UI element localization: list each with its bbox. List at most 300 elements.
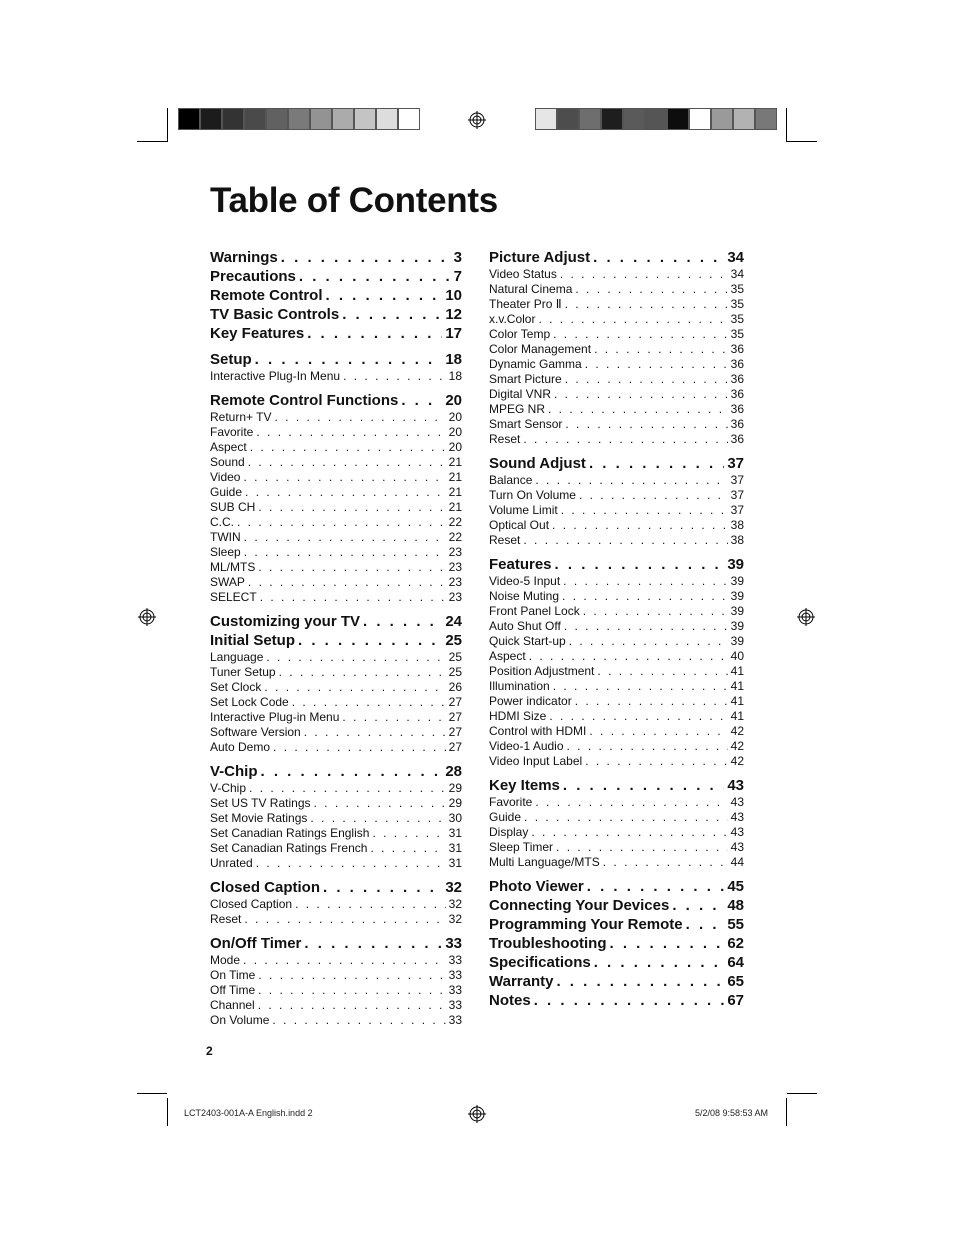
toc-sub-entry[interactable] [210, 968, 462, 983]
toc-entry-label: Balance [489, 473, 533, 487]
dot-leader [248, 575, 446, 590]
toc-sub-entry[interactable] [489, 589, 744, 604]
toc-sub-entry[interactable] [210, 811, 462, 826]
toc-sub-entry[interactable] [210, 1013, 462, 1028]
toc-section [210, 934, 462, 1028]
toc-entry-label: Key Items [489, 777, 560, 794]
toc-sub-entry[interactable] [210, 515, 462, 530]
toc-entry-label: Set US TV Ratings [210, 796, 311, 810]
toc-sub-entry[interactable] [210, 953, 462, 968]
toc-entry-label: Off Time [210, 983, 256, 997]
toc-sub-entry[interactable] [489, 372, 744, 387]
dot-leader [583, 604, 728, 619]
toc-entry-page: 36 [730, 372, 744, 386]
toc-entry-page: 38 [730, 518, 744, 532]
toc-entry-page: 22 [448, 530, 462, 544]
dot-leader [244, 912, 445, 927]
dot-leader [548, 402, 728, 417]
toc-entry-label: Tuner Setup [210, 665, 276, 679]
toc-sub-entry[interactable] [489, 357, 744, 372]
dot-leader [258, 998, 446, 1013]
toc-sub-entry[interactable] [489, 387, 744, 402]
toc-entry-page: 39 [730, 604, 744, 618]
toc-entry-page: 35 [730, 312, 744, 326]
dot-leader [585, 357, 728, 372]
toc-sub-entry[interactable] [210, 998, 462, 1013]
toc-entry-page: 20 [448, 425, 462, 439]
toc-entry-label: Sound Adjust [489, 455, 586, 472]
crop-mark [137, 141, 167, 142]
dot-leader [523, 533, 727, 548]
toc-sub-entry[interactable] [489, 402, 744, 417]
color-swatch [623, 108, 645, 130]
color-swatch [689, 108, 711, 130]
dot-leader [244, 530, 446, 545]
toc-entry-label: Video [210, 470, 241, 484]
toc-sub-entry[interactable] [210, 530, 462, 545]
dot-leader [594, 953, 725, 972]
print-timestamp: 5/2/08 9:58:53 AM [695, 1108, 769, 1118]
toc-sub-entry[interactable] [210, 856, 462, 871]
toc-entry-label: On Volume [210, 1013, 270, 1027]
dot-leader [279, 665, 446, 680]
dot-leader [255, 350, 443, 369]
color-swatch [266, 108, 288, 130]
toc-main-entry[interactable] [210, 248, 462, 267]
toc-entry-label: MPEG NR [489, 402, 546, 416]
dot-leader [534, 991, 725, 1010]
toc-entry-page: 38 [730, 533, 744, 547]
toc-entry-page: 35 [730, 297, 744, 311]
toc-entry-page: 39 [730, 634, 744, 648]
toc-main-entry[interactable] [489, 454, 744, 473]
toc-sub-entry[interactable] [489, 840, 744, 855]
registration-mark-icon [797, 608, 815, 626]
toc-sub-entry[interactable] [489, 649, 744, 664]
toc-entry-label: Photo Viewer [489, 878, 584, 895]
toc-entry-page: 36 [730, 357, 744, 371]
toc-entry-page: 35 [730, 282, 744, 296]
toc-entry-label: Mode [210, 953, 241, 967]
toc-entry-label: Remote Control Functions [210, 392, 399, 409]
toc-entry-label: SELECT [210, 590, 257, 604]
toc-main-entry[interactable] [210, 391, 462, 410]
toc-entry-label: Quick Start-up [489, 634, 566, 648]
toc-entry-page: 18 [448, 369, 462, 383]
toc-main-entry[interactable] [489, 915, 744, 934]
dot-leader [524, 810, 728, 825]
dot-leader [555, 555, 725, 574]
toc-entry-label: Front Panel Lock [489, 604, 580, 618]
toc-sub-entry[interactable] [210, 710, 462, 725]
dot-leader [274, 410, 445, 425]
toc-entry-label: Color Management [489, 342, 592, 356]
dot-leader [245, 485, 446, 500]
toc-main-entry[interactable] [489, 972, 744, 991]
toc-entry-page: 23 [448, 545, 462, 559]
dot-leader [553, 679, 728, 694]
toc-sub-entry[interactable] [210, 650, 462, 665]
toc-entry-label: Reset [489, 533, 521, 547]
toc-entry-page: 67 [727, 992, 744, 1009]
toc-sub-entry[interactable] [210, 725, 462, 740]
color-swatch [711, 108, 733, 130]
toc-entry-label: Power indicator [489, 694, 572, 708]
toc-entry-label: HDMI Size [489, 709, 547, 723]
toc-entry-label: Sleep [210, 545, 241, 559]
toc-entry-page: 33 [448, 953, 462, 967]
toc-entry-label: On/Off Timer [210, 935, 302, 952]
toc-section [489, 776, 744, 870]
toc-entry-page: 20 [448, 410, 462, 424]
toc-main-entry[interactable] [489, 991, 744, 1010]
toc-entry-page: 27 [448, 740, 462, 754]
dot-leader [672, 896, 724, 915]
toc-entry-page: 64 [727, 954, 744, 971]
toc-entry-label: Remote Control [210, 287, 323, 304]
toc-entry-page: 33 [448, 998, 462, 1012]
page-title: Table of Contents [210, 181, 498, 220]
toc-entry-page: 32 [448, 912, 462, 926]
toc-section [489, 454, 744, 548]
dot-leader [597, 664, 727, 679]
toc-sub-entry[interactable] [210, 470, 462, 485]
toc-entry-label: Connecting Your Devices [489, 897, 670, 914]
dot-leader [563, 776, 724, 795]
toc-main-entry[interactable] [489, 555, 744, 574]
toc-entry-label: Dynamic Gamma [489, 357, 582, 371]
toc-entry-label: Warranty [489, 973, 554, 990]
toc-entry-label: Video Status [489, 267, 557, 281]
toc-entry-page: 21 [448, 455, 462, 469]
color-swatch [288, 108, 310, 130]
toc-main-entry[interactable] [210, 305, 462, 324]
toc-main-entry[interactable] [210, 286, 462, 305]
toc-sub-entry[interactable] [489, 604, 744, 619]
dot-leader [326, 286, 443, 305]
toc-entry-page: 27 [448, 725, 462, 739]
color-swatch [667, 108, 689, 130]
toc-entry-label: Turn On Volume [489, 488, 576, 502]
dot-leader [564, 619, 728, 634]
toc-entry-page: 35 [730, 327, 744, 341]
toc-main-entry[interactable] [489, 248, 744, 267]
toc-entry-label: On Time [210, 968, 256, 982]
dot-leader [575, 282, 727, 297]
toc-sub-entry[interactable] [489, 297, 744, 312]
dot-leader [248, 455, 446, 470]
toc-entry-page: 41 [730, 709, 744, 723]
toc-sub-entry[interactable] [210, 841, 462, 856]
dot-leader [342, 710, 445, 725]
toc-entry-page: 37 [727, 455, 744, 472]
toc-entry-page: 43 [730, 840, 744, 854]
toc-main-entry[interactable] [210, 631, 462, 650]
toc-main-entry[interactable] [210, 267, 462, 286]
toc-sub-entry[interactable] [489, 282, 744, 297]
dot-leader [589, 454, 724, 473]
toc-sub-entry[interactable] [210, 440, 462, 455]
toc-entry-label: Sleep Timer [489, 840, 554, 854]
toc-sub-entry[interactable] [210, 826, 462, 841]
toc-entry-page: 36 [730, 342, 744, 356]
toc-section [489, 248, 744, 447]
toc-entry-page: 24 [445, 613, 462, 630]
toc-entry-page: 7 [453, 268, 462, 285]
toc-main-entry[interactable] [489, 896, 744, 915]
dot-leader [258, 968, 445, 983]
toc-sub-entry[interactable] [210, 545, 462, 560]
toc-entry-page: 22 [448, 515, 462, 529]
toc-entry-label: Set Clock [210, 680, 262, 694]
toc-entry-label: Illumination [489, 679, 550, 693]
file-info: LCT2403-001A-A English.indd 2 [184, 1108, 313, 1118]
toc-sub-entry[interactable] [489, 664, 744, 679]
dot-leader [554, 387, 728, 402]
toc-sub-entry[interactable] [489, 795, 744, 810]
toc-entry-page: 31 [448, 856, 462, 870]
toc-entry-label: Reset [489, 432, 521, 446]
toc-sub-entry[interactable] [210, 912, 462, 927]
toc-sub-entry[interactable] [210, 369, 462, 384]
toc-section [210, 762, 462, 871]
toc-entry-page: 42 [730, 724, 744, 738]
registration-mark-icon [468, 111, 486, 129]
dot-leader [292, 695, 446, 710]
crop-mark [787, 141, 817, 142]
color-swatch [310, 108, 332, 130]
color-swatch [535, 108, 557, 130]
toc-entry-label: SWAP [210, 575, 245, 589]
dot-leader [556, 972, 724, 991]
color-swatch [376, 108, 398, 130]
toc-entry-label: Troubleshooting [489, 935, 607, 952]
toc-sub-entry[interactable] [489, 312, 744, 327]
toc-section [210, 391, 462, 605]
toc-sub-entry[interactable] [210, 740, 462, 755]
toc-entry-label: V-Chip [210, 781, 247, 795]
toc-sub-entry[interactable] [210, 983, 462, 998]
toc-sub-entry[interactable] [489, 518, 744, 533]
toc-sub-entry[interactable] [210, 796, 462, 811]
toc-entry-label: Software Version [210, 725, 301, 739]
toc-sub-entry[interactable] [489, 724, 744, 739]
toc-entry-page: 36 [730, 417, 744, 431]
toc-entry-label: Aspect [210, 440, 247, 454]
toc-sub-entry[interactable] [489, 739, 744, 754]
crop-mark [167, 108, 168, 142]
dot-leader [243, 953, 446, 968]
toc-entry-page: 37 [730, 473, 744, 487]
toc-sub-entry[interactable] [489, 825, 744, 840]
toc-sub-entry[interactable] [489, 488, 744, 503]
toc-entry-page: 21 [448, 500, 462, 514]
toc-sub-entry[interactable] [210, 781, 462, 796]
color-swatch [733, 108, 755, 130]
toc-entry-page: 43 [727, 777, 744, 794]
dot-leader [249, 781, 446, 796]
toc-sub-entry[interactable] [489, 679, 744, 694]
dot-leader [563, 574, 727, 589]
toc-sub-entry[interactable] [489, 473, 744, 488]
toc-entry-page: 30 [448, 811, 462, 825]
toc-sub-entry[interactable] [489, 619, 744, 634]
toc-sub-entry[interactable] [489, 503, 744, 518]
toc-entry-page: 39 [727, 556, 744, 573]
crop-mark [167, 1098, 168, 1126]
toc-entry-label: Guide [210, 485, 243, 499]
toc-sub-entry[interactable] [489, 533, 744, 548]
toc-sub-entry[interactable] [489, 267, 744, 282]
toc-sub-entry[interactable] [210, 485, 462, 500]
toc-main-entry[interactable] [210, 762, 462, 781]
registration-mark-icon [468, 1105, 486, 1123]
dot-leader [594, 342, 728, 357]
toc-sub-entry[interactable] [210, 695, 462, 710]
toc-main-entry[interactable] [210, 934, 462, 953]
page-number: 2 [206, 1044, 213, 1058]
toc-section [489, 555, 744, 769]
toc-main-entry[interactable] [489, 776, 744, 795]
dot-leader [401, 391, 442, 410]
toc-sub-entry[interactable] [489, 417, 744, 432]
toc-entry-label: Digital VNR [489, 387, 552, 401]
toc-sub-entry[interactable] [489, 810, 744, 825]
dot-leader [575, 694, 728, 709]
dot-leader [298, 631, 442, 650]
toc-main-entry[interactable] [489, 953, 744, 972]
toc-sub-entry[interactable] [210, 665, 462, 680]
toc-sub-entry[interactable] [489, 574, 744, 589]
toc-entry-page: 65 [727, 973, 744, 990]
toc-entry-label: Set Canadian Ratings French [210, 841, 368, 855]
dot-leader [266, 650, 445, 665]
toc-column-left [210, 248, 462, 1028]
toc-entry-page: 48 [727, 897, 744, 914]
dot-leader [363, 612, 442, 631]
toc-main-entry[interactable] [210, 612, 462, 631]
dot-leader [258, 560, 445, 575]
toc-entry-label: Initial Setup [210, 632, 296, 649]
dot-leader [342, 305, 442, 324]
dot-leader [562, 589, 728, 604]
toc-entry-page: 41 [730, 664, 744, 678]
toc-entry-label: Natural Cinema [489, 282, 573, 296]
toc-sub-entry[interactable] [210, 590, 462, 605]
toc-sub-entry[interactable] [489, 432, 744, 447]
toc-sub-entry[interactable] [210, 897, 462, 912]
toc-sub-entry[interactable] [210, 575, 462, 590]
toc-entry-page: 33 [448, 1013, 462, 1027]
dot-leader [273, 740, 446, 755]
toc-entry-label: Position Adjustment [489, 664, 595, 678]
toc-sub-entry[interactable] [489, 634, 744, 649]
toc-entry-label: Guide [489, 810, 522, 824]
dot-leader [553, 327, 728, 342]
toc-sub-entry[interactable] [210, 425, 462, 440]
toc-entry-page: 36 [730, 387, 744, 401]
color-swatch [244, 108, 266, 130]
toc-entry-label: Video-1 Audio [489, 739, 564, 753]
crop-mark [137, 1093, 167, 1094]
toc-sub-entry[interactable] [210, 560, 462, 575]
toc-entry-label: TV Basic Controls [210, 306, 340, 323]
dot-leader [261, 762, 443, 781]
toc-entry-label: Language [210, 650, 264, 664]
dot-leader [523, 432, 727, 447]
toc-entry-label: TWIN [210, 530, 241, 544]
toc-sub-entry[interactable] [210, 500, 462, 515]
toc-sub-entry[interactable] [489, 754, 744, 769]
dot-leader [549, 709, 727, 724]
toc-main-entry[interactable] [210, 350, 462, 369]
dot-leader [565, 372, 728, 387]
toc-entry-page: 27 [448, 710, 462, 724]
dot-leader [556, 840, 728, 855]
toc-entry-label: Video Input Label [489, 754, 583, 768]
toc-entry-page: 34 [730, 267, 744, 281]
dot-leader [258, 983, 446, 998]
toc-sub-entry[interactable] [210, 410, 462, 425]
toc-main-entry[interactable] [489, 877, 744, 896]
toc-entry-label: Picture Adjust [489, 249, 591, 266]
toc-sub-entry[interactable] [489, 709, 744, 724]
toc-main-entry[interactable] [210, 324, 462, 343]
dot-leader [264, 680, 445, 695]
toc-sub-entry[interactable] [489, 694, 744, 709]
dot-leader [372, 826, 445, 841]
toc-entry-page: 12 [445, 306, 462, 323]
toc-entry-page: 20 [448, 440, 462, 454]
toc-entry-label: Closed Caption [210, 879, 321, 896]
toc-entry-page: 34 [727, 249, 744, 266]
toc-main-entry[interactable] [210, 878, 462, 897]
toc-entry-label: Features [489, 556, 552, 573]
toc-sub-entry[interactable] [210, 455, 462, 470]
toc-entry-page: 42 [730, 739, 744, 753]
toc-entry-label: Favorite [489, 795, 533, 809]
dot-leader [535, 795, 727, 810]
dot-leader [579, 488, 728, 503]
toc-main-entry[interactable] [489, 934, 744, 953]
dot-leader [250, 440, 446, 455]
toc-entry-label: Volume Limit [489, 503, 558, 517]
dot-leader [299, 267, 451, 286]
dot-leader [569, 634, 728, 649]
color-swatch [755, 108, 777, 130]
toc-entry-page: 43 [730, 810, 744, 824]
toc-sub-entry[interactable] [489, 855, 744, 870]
toc-entry-page: 20 [445, 392, 462, 409]
toc-entry-label: C.C. [210, 515, 234, 529]
toc-sub-entry[interactable] [489, 327, 744, 342]
toc-entry-label: Unrated [210, 856, 253, 870]
toc-entry-page: 32 [445, 879, 462, 896]
toc-entry-label: Reset [210, 912, 242, 926]
color-calibration-bar-left [178, 108, 420, 130]
toc-entry-label: Interactive Plug-in Menu [210, 710, 340, 724]
toc-entry-label: Smart Picture [489, 372, 562, 386]
dot-leader [314, 796, 446, 811]
toc-entry-label: Key Features [210, 325, 305, 342]
color-swatch [200, 108, 222, 130]
toc-sub-entry[interactable] [489, 342, 744, 357]
toc-sub-entry[interactable] [210, 680, 462, 695]
toc-entry-label: SUB CH [210, 500, 256, 514]
toc-entry-label: Control with HDMI [489, 724, 587, 738]
toc-entry-label: Setup [210, 351, 252, 368]
dot-leader [370, 841, 445, 856]
